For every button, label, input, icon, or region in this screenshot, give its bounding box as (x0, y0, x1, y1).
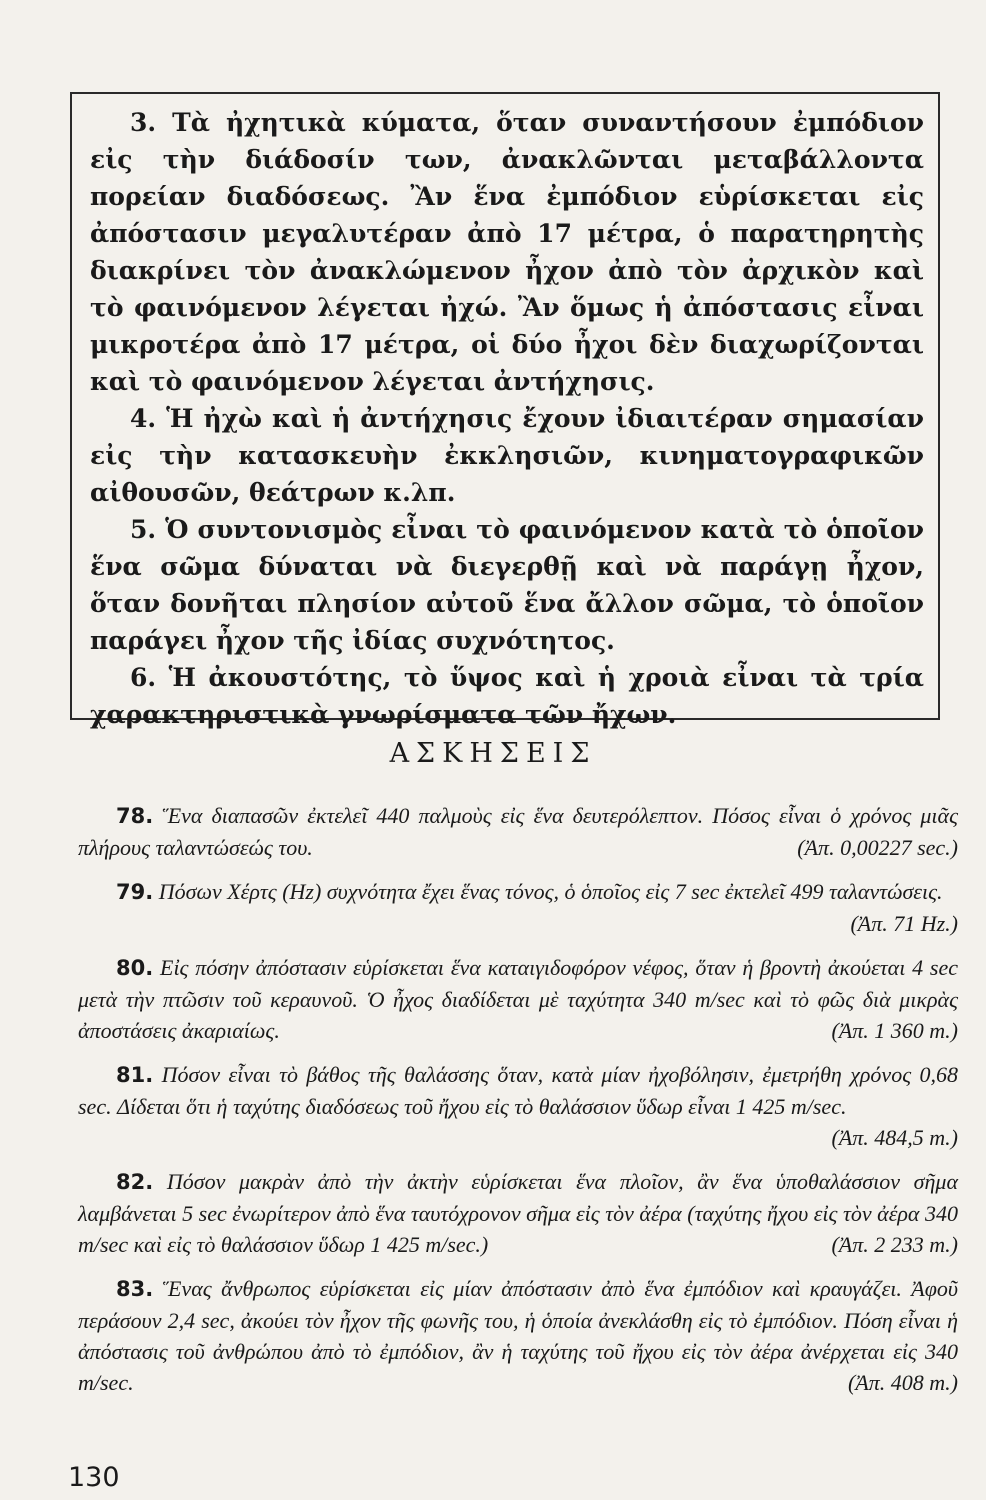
exercise-item (78, 1059, 958, 1153)
page-number: 130 (68, 1462, 120, 1493)
exercise-text: Ἕνας ἄνθρωπος εὑρίσκεται εἰς μίαν ἀπόστασιν ἀπὸ ἕνα ἐμπόδιον καὶ κραυγάζει. Ἀφοῦ περάσουν 2,4 sec, ἀκούει τὸν ἦχον τῆς φωνῆς του, ἡ ὁποία ἀνεκλάσθη εἰς τὸ ἐμπόδιον. Πόση εἶναι ἡ ἀπόστασις τοῦ ἀνθρώπου ἀπὸ τὸ ἐμπόδιον, ἂν ἡ ταχύτης τοῦ ἤχου εἰς τὸν ἀέρα ἀνέρχεται εἰς 340 m/sec. (78, 1276, 958, 1395)
summary-item (90, 511, 924, 659)
exercise-number: 79. (116, 880, 154, 904)
exercise-item (78, 1273, 958, 1398)
summary-list (90, 104, 924, 733)
summary-item-text: Ἡ ἀκουστότης, τὸ ὕψος καὶ ἡ χροιὰ εἶναι τὰ τρία χαρακτηριστικὰ γνωρίσματα τῶν ἤχων. (90, 663, 924, 729)
summary-item (90, 659, 924, 733)
summary-item-number: 5. (130, 515, 157, 544)
summary-box (70, 92, 940, 729)
summary-item (90, 104, 924, 400)
exercise-text: Πόσων Χέρτς (Hz) συχνότητα ἔχει ἕνας τόνος, ὁ ὁποῖος εἰς 7 sec ἐκτελεῖ 499 ταλαντώσεις. (158, 879, 943, 904)
summary-item-number: 3. (130, 108, 157, 137)
summary-item (90, 400, 924, 511)
exercise-number: 83. (116, 1277, 154, 1301)
exercise-number: 80. (116, 956, 154, 980)
exercise-text: Ἕνα διαπασῶν ἐκτελεῖ 440 παλμοὺς εἰς ἕνα δευτερόλεπτον. Πόσος εἶναι ὁ χρόνος μιᾶς πλήρους ταλαντώσεώς του. (78, 803, 959, 860)
exercise-item (78, 876, 958, 939)
summary-item-text: Τὰ ἠχητικὰ κύματα, ὅταν συναντήσουν ἐμπόδιον εἰς τὴν διάδοσίν των, ἀνακλῶνται μεταβάλλοντα πορείαν διαδόσεως. Ἂν ἕνα ἐμπόδιον εὑρίσκεται εἰς ἀπόστασιν μεγαλυτέραν ἀπὸ 17 μέτρα, ὁ παρατηρητὴς διακρίνει τὸν ἀνακλώμενον ἦχον ἀπὸ τὸν ἀρχικὸν καὶ τὸ φαινόμενον λέγεται ἠχώ. Ἂν ὅμως ἡ ἀπόστασις εἶναι μικροτέρα ἀπὸ 17 μέτρα, οἱ δύο ἦχοι δὲν διαχωρίζονται καὶ τὸ φαινόμενον λέγεται ἀντήχησις. (90, 108, 924, 396)
summary-item-number: 4. (130, 404, 157, 433)
summary-item-text: Ἡ ἠχὼ καὶ ἡ ἀντήχησις ἔχουν ἰδιαιτέραν σημασίαν εἰς τὴν κατασκευὴν ἐκκλησιῶν, κινηματογραφικῶν αἰθουσῶν, θεάτρων κ.λπ. (90, 404, 924, 507)
exercise-number: 81. (116, 1063, 154, 1087)
exercise-item (78, 800, 958, 863)
exercise-text: Πόσον εἶναι τὸ βάθος τῆς θαλάσσης ὅταν, κατὰ μίαν ἠχοβόλησιν, ἐμετρήθη χρόνος 0,68 sec. Δίδεται ὅτι ἡ ταχύτης διαδόσεως τοῦ ἤχου εἰς τὸ θαλάσσιον ὕδωρ εἶναι 1 425 m/sec. (78, 1062, 959, 1119)
exercise-answer: (Ἀπ. 408 m.) (848, 1370, 958, 1395)
exercises-list (78, 800, 958, 1411)
exercise-answer: (Ἀπ. 484,5 m.) (831, 1125, 958, 1150)
exercise-answer: (Ἀπ. 71 Hz.) (850, 911, 958, 936)
exercise-answer: (Ἀπ. 2 233 m.) (831, 1232, 958, 1257)
summary-item-number: 6. (130, 663, 157, 692)
exercise-item (78, 952, 958, 1046)
exercise-text: Εἰς πόσην ἀπόστασιν εὑρίσκεται ἕνα καταιγιδοφόρον νέφος, ὅταν ἡ βροντὴ ἀκούεται 4 sec μετὰ τὴν πτῶσιν τοῦ κεραυνοῦ. Ὁ ἦχος διαδίδεται μὲ ταχύτητα 340 m/sec καὶ τὸ φῶς διὰ μικρὰς ἀποστάσεις ἀκαριαίως. (78, 955, 958, 1043)
exercise-number: 82. (116, 1170, 154, 1194)
exercise-text: Πόσον μακρὰν ἀπὸ τὴν ἀκτὴν εὑρίσκεται ἕνα πλοῖον, ἂν ἕνα ὑποθαλάσσιον σῆμα λαμβάνεται 5 sec ἐνωρίτερον ἀπὸ ἕνα ταυτόχρονον σῆμα εἰς τὸν ἀέρα (ταχύτης ἤχου εἰς τὸν ἀέρα 340 m/sec καὶ εἰς τὸ θαλάσσιον ὕδωρ 1 425 m/sec.) (78, 1169, 959, 1257)
exercises-heading: ΑΣΚΗΣΕΙΣ (389, 738, 597, 769)
exercise-answer: (Ἀπ. 1 360 m.) (831, 1018, 958, 1043)
exercise-number: 78. (116, 804, 154, 828)
summary-item-text: Ὁ συντονισμὸς εἶναι τὸ φαινόμενον κατὰ τὸ ὁποῖον ἕνα σῶμα δύναται νὰ διεγερθῇ καὶ νὰ παράγῃ ἦχον, ὅταν δονῆται πλησίον αὐτοῦ ἕνα ἄλλον σῶμα, τὸ ὁποῖον παράγει ἦχον τῆς ἰδίας συχνότητος. (90, 515, 924, 655)
exercise-item (78, 1166, 958, 1260)
exercise-answer: (Ἀπ. 0,00227 sec.) (797, 835, 958, 860)
